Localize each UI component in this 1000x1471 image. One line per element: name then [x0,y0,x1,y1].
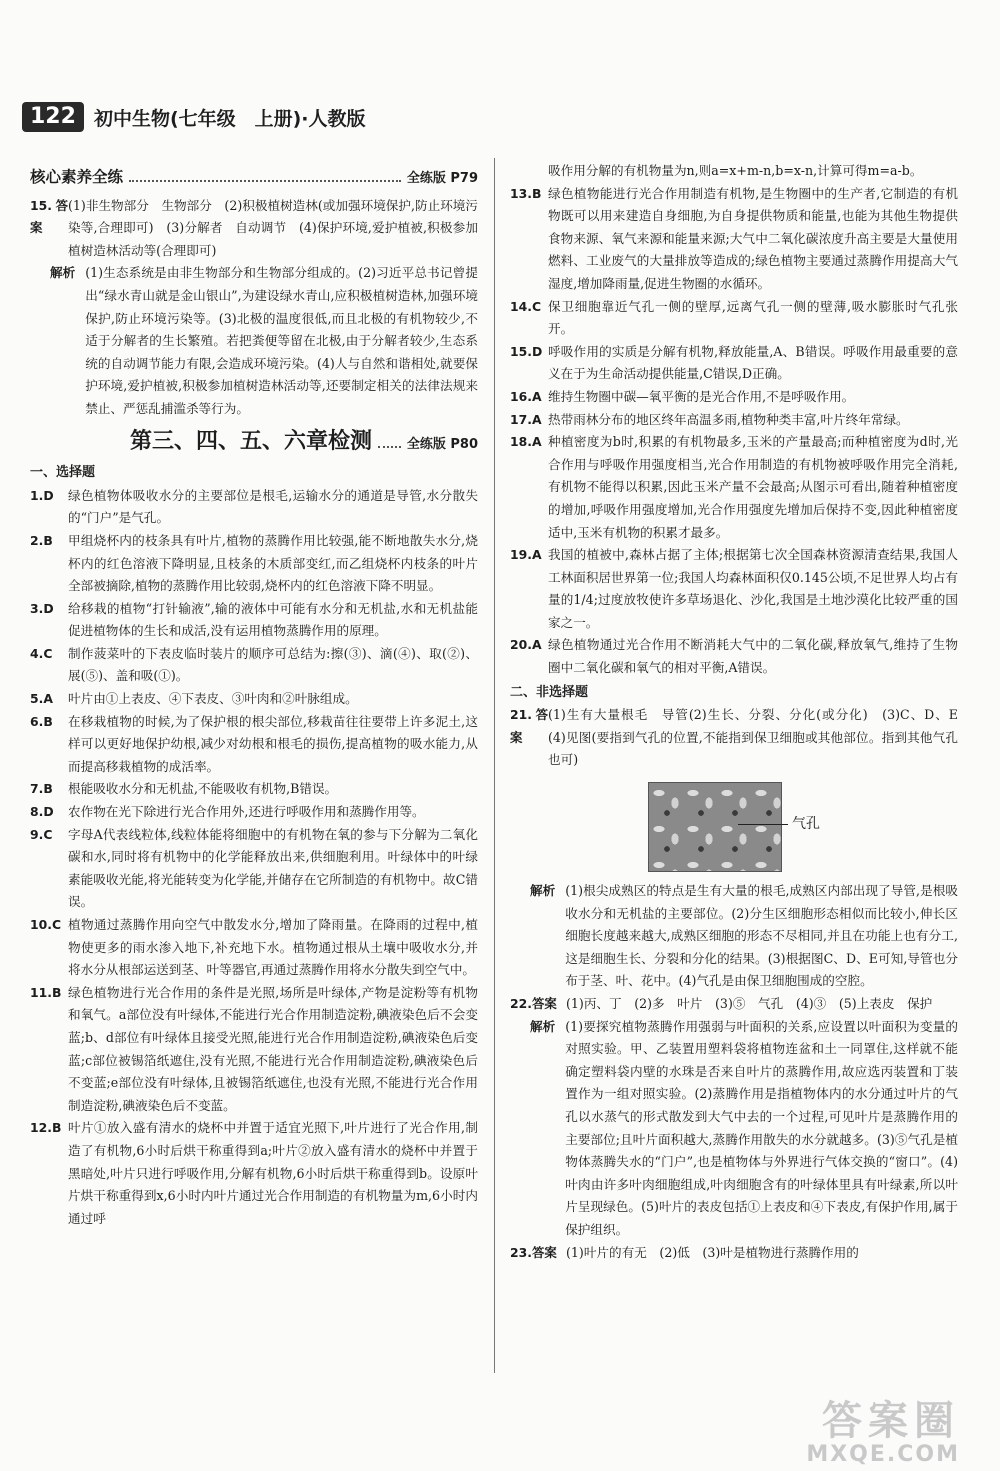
answer-item [510,431,958,544]
part-heading: 二、非选择题 [510,684,589,700]
answer-text [548,704,971,772]
answer-number: 17.A [510,411,542,427]
answer-text: 维持生物圈中碳—氧平衡的是光合作用,不是呼吸作用。 [548,388,855,404]
watermark-line-2: MXQE.COM [806,1442,960,1467]
answer-text: 甲组烧杯内的枝条具有叶片,植物的蒸腾作用比较强,能不断地散失水分,烧杯内的红色溶液下降明显,且枝条的木质部变红,而乙组烧杯内枝条的叶片全部被摘除,植物的蒸腾作用比较弱,烧杯内的红色溶液下降不明显。 [68,532,478,594]
answer-item [510,634,958,679]
stomata-figure [510,776,958,876]
answer-text: (1)非生物部分 生物部分 (2)积极植树造林(或加强环境保护,防止环境污染等,合理即可) (3)分解者 自动调节 (4)保护环境,爱护植被,积极参加植树造林活动等(合理即可) [68,197,478,258]
analysis-block [30,262,478,420]
answer-text: 绿色植物能进行光合作用制造有机物,是生物圈中的生产者,它制造的有机物既可以用来建造自身细胞,为自身提供物质和能量,也能为其他生物提供食物来源、氧气来源和能量来源;大气中二氧化碳浓度升高主要是大量使用燃料、工业废气的大量排放等造成的;绿色植物主要通过蒸腾作用提高大气湿度,增加降雨量,促进生物圈的水循环。 [548,185,958,291]
answer-item [30,598,478,643]
answer-text: 热带雨林分布的地区终年高温多雨,植物种类丰富,叶片终年常绿。 [548,411,909,427]
answer-item [30,778,478,801]
column-divider [494,158,495,1373]
answer-item [510,341,958,386]
answer-item [30,982,478,1118]
answer-text: 给移栽的植物“打针输液”,输的液体中可能有水分和无机盐,水和无机盐能促进植物体的生长和成活,没有运用植物蒸腾作用的原理。 [68,600,478,639]
answer-item [510,183,958,296]
answer-text: 字母A代表线粒体,线粒体能将细胞中的有机物在氧的参与下分解为二氧化碳和水,同时将有机物中的化学能释放出来,供细胞利用。叶绿体中的叶绿素能吸收光能,将光能转变为化学能,并储存在它所制造的有机物中。故C错误。 [68,826,478,910]
answer-item [510,296,958,341]
page-number: 122 [22,102,84,132]
answer-number: 13.B [510,185,542,201]
answer-item [510,386,958,409]
answer-item [30,801,478,824]
answer-number: 11.B [30,984,62,1000]
answer-number: 19.A [510,547,542,563]
answer-text: 我国的植被中,森林占据了主体;根据第七次全国森林资源清查结果,我国人工林面积居世界第一位;我国人均森林面积仅0.145公顷,不足世界人均占有量的1/4;过度放牧使许多草场退化、沙化,我国是土地沙漠化比较严重的国家之一。 [548,547,958,630]
answer-text: 制作菠菜叶的下表皮临时装片的顺序可总结为:擦(③)、滴(④)、取(②)、展(⑤)、盖和吸(①)。 [68,645,478,684]
chapter-title: 第三、四、五、六章检测 [130,428,373,454]
answer-text: (1)叶片的有无 (2)低 (3)叶是植物进行蒸腾作用的 [566,1244,859,1260]
answer-text: (1)丙、丁 (2)多 叶片 (3)⑤ 气孔 (4)③ (5)上表皮 保护 [566,996,933,1011]
answer-text: 呼吸作用的实质是分解有机物,释放能量,A、B错误。呼吸作用最重要的意义在于为生命活动提供能量,C错误,D正确。 [548,343,958,382]
answer-text: 农作物在光下除进行光合作用外,还进行呼吸作用和蒸腾作用等。 [68,804,425,820]
answer-part-2: (2)生长、分裂、分化(或分化) (3)C、D、E (4)见图(要指到气孔的位置,不能指到保卫细胞或其他部位。指到其他气孔也可) [548,707,971,768]
section-title: 核心素养全练 [30,168,124,186]
analysis-text: (1)生态系统是由非生物部分和生物部分组成的。(2)习近平总书记曾提出“绿水青山就是金山银山”,为建设绿水青山,应积极植树造林,加强环境保护,防止环境污染等。(3)北极的温度很低,而且北极的有机物较少,不适于分解者的生长繁殖。若把粪便等留在北极,由于分解者较少,生态系统的自动调节能力有限,会造成环境污染。(4)人与自然和谐相处,就要保护环境,爱护植被,积极参加植树造林活动等,还要制定相关的法律法规来禁止、严惩乱捕滥杀等行为。 [85,265,478,416]
left-column [30,160,478,1400]
continued-text: 吸作用分解的有机物量为n,则a=x+m-n,b=x-n,计算可得m=a-b。 [548,163,923,178]
answer-number: 2.B [30,532,53,548]
chapter-page-ref: 全练版 P80 [406,436,478,452]
leader-dots [378,434,401,448]
answer-item [510,1242,958,1265]
chapter-heading [30,428,478,457]
leaf-epidermis-micrograph [648,782,782,872]
answer-number: 9.C [30,826,53,842]
answer-number: 23.答案 [510,1244,557,1260]
analysis-block [510,1016,958,1242]
answer-item [510,409,958,432]
answer-number: 8.D [30,804,54,820]
answer-number: 5.A [30,691,53,707]
answer-number: 6.B [30,713,53,729]
leader-dots [129,170,401,182]
answer-number: 21.答案 [510,707,548,745]
answer-item [30,711,478,779]
part-heading: 一、选择题 [30,465,96,481]
answer-text: 绿色植物进行光合作用的条件是光照,场所是叶绿体,产物是淀粉等有机物和氧气。a部位没有叶绿体,不能进行光合作用制造淀粉,碘液染色后不会变蓝;b、d部位有叶绿体且接受光照,能进行光合作用制造淀粉,碘液染色后变蓝;c部位被锡箔纸遮住,没有光照,不能进行光合作用制造淀粉,碘液染色后不变蓝;e部位没有叶绿体,且被锡箔纸遮住,也没有光照,不能进行光合作用制造淀粉,碘液染色后不变蓝。 [68,984,478,1113]
figure-label: 气孔 [792,816,820,833]
answer-item [510,993,958,1016]
answer-item [30,195,478,263]
answer-text: 种植密度为b时,积累的有机物最多,玉米的产量最高;而种植密度为d时,光合作用与呼吸作用强度相当,光合作用制造的有机物被呼吸作用完全消耗,有机物不能得以积累,因此玉米产量不会最高;从图示可看出,随着种植密度的增加,呼吸作用强度增加,光合作用强度先增加后保持不变,因此种植密度适中,玉米有机物的积累才最多。 [548,434,958,540]
answer-number: 14.C [510,298,542,314]
analysis-tag: 解析 [530,1018,556,1034]
answer-number: 18.A [510,434,542,450]
watermark-logo [806,1389,960,1467]
answer-number: 15.答案 [30,197,68,236]
answer-item [30,914,478,982]
answer-text: 植物通过蒸腾作用向空气中散发水分,增加了降雨量。在降雨的过程中,植物使更多的雨水渗入地下,补充地下水。植物通过根从土壤中吸收水分,并将水分从根部运送到茎、叶等器官,再通过蒸腾作用将水分散失到空气中。 [68,917,478,978]
book-title: 初中生物(七年级 上册)·人教版 [93,107,366,130]
analysis-text: (1)根尖成熟区的特点是生有大量的根毛,成熟区内部出现了导管,是根吸收水分和无机盐的主要部位。(2)分生区细胞形态相似而比较小,伸长区细胞长度越来越大,成熟区细胞的形态不尽相同,并且在功能上也有分工,这是细胞生长、分裂和分化的结果。(3)根据图C、D、E可知,导管也分布于茎、叶、花中。(4)气孔是由保卫细胞围成的空腔。 [565,883,958,989]
analysis-tag: 解析 [530,883,556,899]
answer-number: 10.C [30,917,62,932]
answer-text: 绿色植物通过光合作用不断消耗大气中的二氧化碳,释放氧气,维持了生物圈中二氧化碳和氧气的相对平衡,A错误。 [548,637,958,676]
answer-number: 7.B [30,781,53,797]
answer-item [510,704,971,772]
figure-leader-line [738,824,788,825]
answer-number: 4.C [30,645,53,661]
answer-number: 3.D [30,600,54,616]
answer-text: 叶片①放入盛有清水的烧杯中并置于适宜光照下,叶片进行了光合作用,制造了有机物,6小时后烘干称重得到a;叶片②放入盛有清水的烧杯中并置于黑暗处,叶片只进行呼吸作用,分解有机物,6小时后烘干称重得到b。设原叶片烘干称重得到x,6小时内叶片通过光合作用制造的有机物量为m,6小时内通过呼 [68,1120,478,1226]
answer-text: 保卫细胞靠近气孔一侧的壁厚,远离气孔一侧的壁薄,吸水膨胀时气孔张开。 [548,298,958,337]
answer-text: 叶片由①上表皮、④下表皮、③叶肉和②叶脉组成。 [68,691,358,707]
answer-number: 12.B [30,1120,62,1136]
analysis-block [510,880,958,993]
answer-text: 在移栽植物的时候,为了保护根的根尖部位,移栽苗往往要带上许多泥土,这样可以更好地保护幼根,减少对幼根和根毛的损伤,提高植物的吸水能力,从而提高移栽植物的成活率。 [68,713,478,774]
answer-part-1: (1)生有大量根毛 导管 [548,707,689,723]
answer-item [30,485,478,530]
answer-item [30,824,478,914]
answer-number: 20.A [510,637,542,653]
section-heading [30,166,478,191]
page-header [22,100,366,134]
answer-number: 16.A [510,388,542,404]
answer-number: 1.D [30,487,54,503]
right-column [510,160,971,1400]
analysis-tag: 解析 [50,265,76,281]
answer-item [30,643,478,688]
analysis-text: (1)要探究植物蒸腾作用强弱与叶面积的关系,应设置以叶面积为变量的对照实验。甲、乙装置用塑料袋将植物连盆和土一同罩住,这样就不能确定塑料袋内壁的水珠是否来自叶片的蒸腾作用,故应选丙装置和丁装置作为一组对照实验。(2)蒸腾作用是指植物体内的水分通过叶片的气孔以水蒸气的形式散发到大气中去的一个过程,可见叶片是蒸腾作用的主要部位;且叶片面积越大,蒸腾作用散失的水分就越多。(3)⑤气孔是植物体蒸腾失水的“门户”,也是植物体与外界进行气体交换的“窗口”。(4)叶肉由许多叶肉细胞组成,叶肉细胞含有的叶绿体里具有叶绿素,所以叶片呈现绿色。(5)叶片的表皮包括①上表皮和④下表皮,有保护作用,属于保护组织。 [565,1018,958,1237]
answer-item [510,544,958,634]
answer-text: 绿色植物体吸收水分的主要部位是根毛,运输水分的通道是导管,水分散失的“门户”是气孔。 [68,487,478,526]
answer-text: 根能吸收水分和无机盐,不能吸收有机物,B错误。 [68,781,338,797]
answer-item [30,1117,478,1230]
answer-item [30,530,478,598]
answer-item [30,688,478,711]
answer-number: 22.答案 [510,996,557,1011]
watermark-line-1: 答案圈 [822,1398,960,1444]
answer-number: 15.D [510,343,543,359]
section-page-ref: 全练版 P79 [406,171,478,186]
